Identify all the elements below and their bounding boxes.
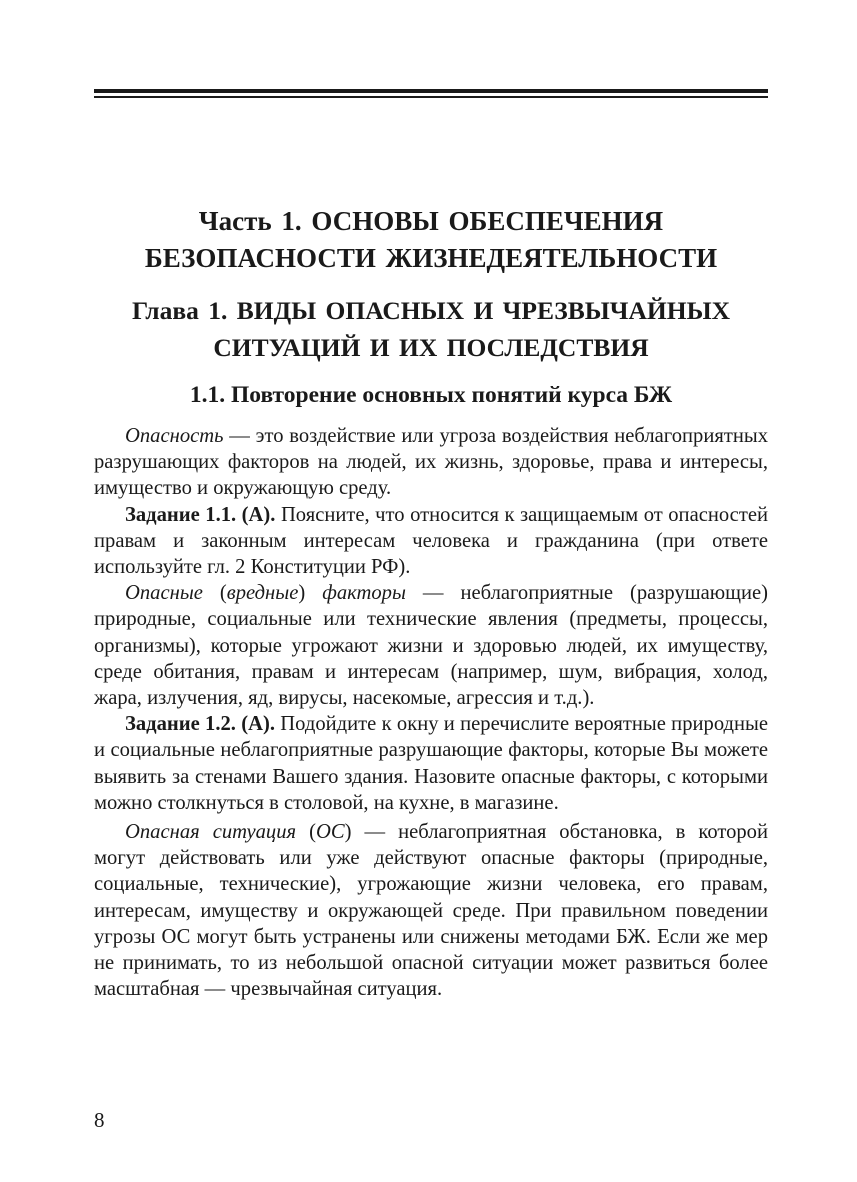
body-text [94, 423, 768, 1002]
part-title-line-1: Часть 1. ОСНОВЫ ОБЕСПЕЧЕНИЯ [198, 206, 664, 236]
term-dangerous-situation: Опасная ситуация [125, 821, 297, 844]
paragraph-task-1-1 [94, 502, 768, 581]
term-danger: Опасность [125, 425, 224, 447]
task-label: Задание 1.1. (А). [125, 503, 276, 526]
term-dangerous: Опасные [125, 582, 203, 605]
term-abbreviation: ОС [315, 821, 345, 844]
paren-close: ) [298, 582, 323, 605]
paragraph-text: — неблагоприятная обстановка, в которой могут действовать или уже действуют опасные факторы (природные, социальные, технические), угрожающие жизни человека, его правам, интересам, имуществу и окружающей среде. При правильном поведении угрозы ОС могут быть устранены или снижены методами БЖ. Если же мер не принимать, то из небольшой опасной ситуации может развиться более масштабная — чрезвычайная ситуация. [94, 821, 768, 1001]
term-factors: факторы [322, 582, 406, 605]
paren-open: ( [296, 821, 316, 844]
chapter-title-line-1: Глава 1. ВИДЫ ОПАСНЫХ И ЧРЕЗВЫЧАЙНЫХ [131, 296, 731, 325]
paragraph-text: — это воздействие или угроза воздействия неблагоприятных разрушающих факторов на людей, их жизнь, здоровье, права и интересы, имущество и окружающую среду. [94, 425, 768, 500]
term-harmful: вредные [226, 582, 299, 605]
task-label: Задание 1.2. (А). [125, 713, 275, 736]
chapter-title [94, 292, 768, 366]
paragraph-dangerous-factors-definition [94, 580, 768, 711]
part-title [94, 203, 768, 277]
header-rule-thin [94, 96, 768, 98]
chapter-title-line-2: СИТУАЦИЙ И ИХ ПОСЛЕДСТВИЯ [213, 333, 649, 362]
page-number: 8 [94, 1108, 105, 1132]
paragraph-text: Поясните, что относится к защищаемым от опасностей правам и законным интересам человека и гражданина (при ответе используйте гл. 2 Конституции РФ). [94, 503, 768, 579]
paren-open: ( [202, 582, 227, 605]
header-rule-thick [94, 89, 768, 93]
paragraph-dangerous-situation-definition [94, 819, 768, 1002]
paragraph-text: — неблагоприятные (разрушающие) природные, социальные или технические явления (предметы, процессы, организмы), которые угрожают жизни и здоровью людей, их имуществу, среде обитания, правам и интересам (например, шум, вибрация, холод, жара, излучения, яд, вирусы, насекомые, агрессия и т.д.). [94, 582, 769, 710]
paragraph-task-1-2 [94, 711, 768, 816]
paren-close: ) [344, 821, 352, 844]
paragraph-danger-definition [94, 423, 768, 502]
paragraph-text: Подойдите к окну и перечислите вероятные природные и социальные неблагоприятные разрушающие факторы, которые Вы можете выявить за стенами Вашего здания. Назовите опасные факторы, с которыми можно столкнуться в столовой, на кухне, в магазине. [94, 713, 768, 814]
section-title: 1.1. Повторение основных понятий курса БЖ [189, 382, 673, 408]
part-title-line-2: БЕЗОПАСНОСТИ ЖИЗНЕДЕЯТЕЛЬНОСТИ [144, 243, 718, 273]
